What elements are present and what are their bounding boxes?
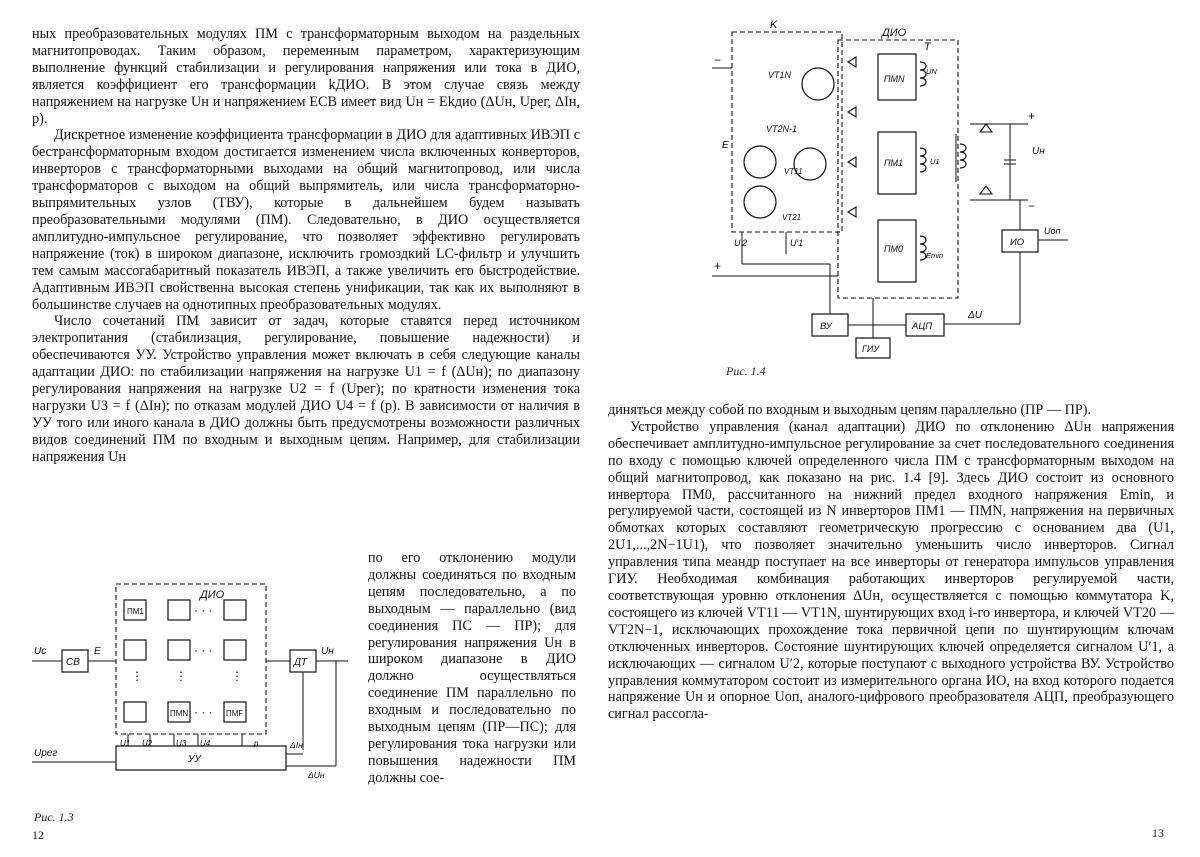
svg-text:Uс: Uс [34,646,47,657]
paragraph: Устройство управления (канал адаптации) ДИО по отклонению ΔUн напряжения обеспечивает амплитудно-импульсное регулирование за счет последовательного соединения по входу с помощью ключей определенного числа ПМ с трансформаторным выходом на общий магнитопровод, как показано на рис. 1.4 [9]. Здесь ДИО состоит из основного инвертора ПМ0, рассчитанного на нижний предел входного напряжения Emin, и регулируемой части, состоящей из N инверторов ПМ1 — ПМN, напряжения на первичных обмотках которых составляют геометрическую прогрессию с основанием два (U1, 2U1,...,2N−1U1), что позволяет значительно уменьшить число инверторов. Сигнал управления типа меандр поступает на все инверторы от генератора импульсов управления ГИУ. Необходимая комбинация работающих инверторов регулируемой части, соответствующая уровню отклонения ΔUн, осуществляется с помощью коммутатора K, состоящего из ключей VT11 — VT1N, шунтирующих вход i-го инвертора, и ключей VT20 — VT2N−1, исключающих прохождение тока первичной цепи по шунтирующим ключам отключенных инверторов. Состояние шунтирующих ключей определяется сигналом U′1, а исключающих — сигналом U′2, которые поступают с выходного устройства ВУ. Устройство управления коммутатором состоит из измерительного органа ИО, на вход которого подается напряжение Uн и опорное Uоп, аналого-цифрового преобразователя АЦП, преобразующего сигнал рассогла- [608,418,1174,723]
svg-text:ΔU: ΔU [968,310,982,321]
svg-text:ПМ0: ПМ0 [884,244,904,254]
svg-text:УУ: УУ [188,754,201,765]
svg-text:АЦП: АЦП [912,321,933,332]
pmn-label: ПМN [170,709,189,718]
svg-text:Uоп: Uоп [1044,226,1061,236]
svg-text:+: + [1028,109,1036,123]
svg-text:ПМ1: ПМ1 [884,158,904,168]
svg-text:U1: U1 [930,157,940,166]
page-number: 12 [32,828,44,842]
svg-text:ΔIн: ΔIн [290,740,303,750]
svg-text:VT2N-1: VT2N-1 [766,124,798,134]
svg-text:U′2: U′2 [734,238,748,248]
svg-text:+: + [714,259,722,273]
svg-text:ВУ: ВУ [820,321,832,332]
paragraph: по его отклонению модули должны соединяться по входным цепям последовательно, а по выходным — параллельно (вид соединения ПС — ПР); для регулирования напряжения Uн в широком диапазоне в ДИО должно осуществляться соединение ПМ параллельно по входным и последовательно по выходным цепям (ПР—ПС); для регулирования тока нагрузки или повышения надежности ПМ должны сое- [368,550,576,786]
paragraph: Число сочетаний ПМ зависит от задач, которые ставятся перед источником электропитания (стабилизация, регулирование, повышение надежности) и обеспечиваются УУ. Устройство управления может включать в себя следующие каналы адаптации ДИО: по стабилизации напряжения на нагрузке U1 = f (ΔUн); по диапазону регулирования напряжения на нагрузке U2 = f (Uрег); по кратности изменения тока нагрузки U3 = f (ΔIн); по отказам модулей ДИО U4 = f (p). В зависимости от наличия в УУ того или иного канала в ДИО должны быть предусмотрены возможности различных видов соединений ПМ по входным и выходным цепям. Например, для стабилизации напряжения Uн [32,313,580,465]
svg-text:U1: U1 [120,739,131,748]
svg-text:VT11: VT11 [784,167,803,176]
left-body-text [32,26,580,466]
svg-text:ПМN: ПМN [884,74,905,84]
svg-text:Emin: Emin [926,251,944,260]
svg-text:ΔUн: ΔUн [308,770,325,780]
svg-text:U2: U2 [142,739,153,748]
pm1-label: ПМ1 [127,607,144,616]
svg-text:· · ·: · · · [194,603,213,617]
pmf-label: ПМF [226,709,244,718]
dio-label: ДИО [200,589,225,601]
svg-text:UN: UN [926,67,937,76]
svg-text:ГИУ: ГИУ [862,344,880,354]
right-body-text [608,402,1174,723]
svg-text:E: E [94,646,101,657]
svg-text:U4: U4 [200,739,211,748]
figure-1-4 [710,14,1090,364]
page-number: 13 [1152,826,1164,840]
svg-text:Uрег: Uрег [34,748,58,759]
left-side-text [368,550,576,787]
paragraph: диняться между собой по входным и выходным цепям параллельно (ПР — ПР). [608,402,1091,418]
svg-text:E: E [722,140,729,151]
uu-block [116,746,286,770]
svg-text:⋮: ⋮ [175,669,187,683]
svg-text:· · ·: · · · [194,643,213,657]
svg-text:U′1: U′1 [790,238,804,248]
svg-text:−: − [714,53,722,67]
svg-text:Uн: Uн [1032,146,1045,157]
svg-text:ДИО: ДИО [882,27,907,39]
svg-text:ИО: ИО [1010,237,1025,248]
figure-caption: Рис. 1.3 [34,810,74,824]
figure-caption: Рис. 1.4 [726,364,766,378]
svg-text:⋮: ⋮ [131,669,143,683]
svg-text:VT1N: VT1N [768,70,792,80]
svg-text:VT21: VT21 [782,213,802,222]
svg-text:⋮: ⋮ [231,669,243,683]
paragraph: ных преобразовательных модулях ПМ с трансформаторным выходом на раздельных магнитопроводах. Таким образом, переменным параметром, характеризующим выполнение функций стабилизации и регулирования напряжения или тока в ДИО, является коэффициент его трансформации kДИО. В этом случае связь между напряжением на нагрузке Uн и напряжением ЕСВ имеет вид Uн = Ekдио (ΔUн, Uрег, ΔIн, p). [32,26,580,127]
svg-text:ДТ: ДТ [294,657,308,668]
figure-1-3 [28,560,364,796]
paragraph: Дискретное изменение коэффициента трансформации в ДИО для адаптивных ИВЭП с бестрансформаторным входом достигается изменением числа включенных конверторов, инверторов с трансформаторными выходами на общий магнитопровод, или числа трансформаторов с выходом на общий выпрямитель, или числа трансформаторно-выпрямительных узлов (ТВУ), которые в дальнейшем будем называть преобразовательными модулями (ПМ). Следовательно, в ДИО осуществляется амплитудно-импульсное регулирование, что позволяет эффективно регулировать напряжение (ток) в широком диапазоне, исключить громоздкий LC-фильтр и улучшить тем самым массогабаритный показатель ИВЭП, а также увеличить его быстродействие. Адаптивным ИВЭП свойственна высокая степень унификации, так как их выполняют в большинстве случаев на однотипных преобразовательных модулях. [32,127,580,313]
svg-text:p: p [254,739,259,748]
svg-text:СВ: СВ [66,657,80,668]
svg-text:K: K [770,19,778,31]
svg-text:Uн: Uн [321,646,334,657]
right-page [600,0,1200,857]
svg-text:· · ·: · · · [194,705,213,719]
svg-text:U3: U3 [176,739,187,748]
svg-text:T: T [924,41,931,53]
svg-text:−: − [1028,199,1036,213]
